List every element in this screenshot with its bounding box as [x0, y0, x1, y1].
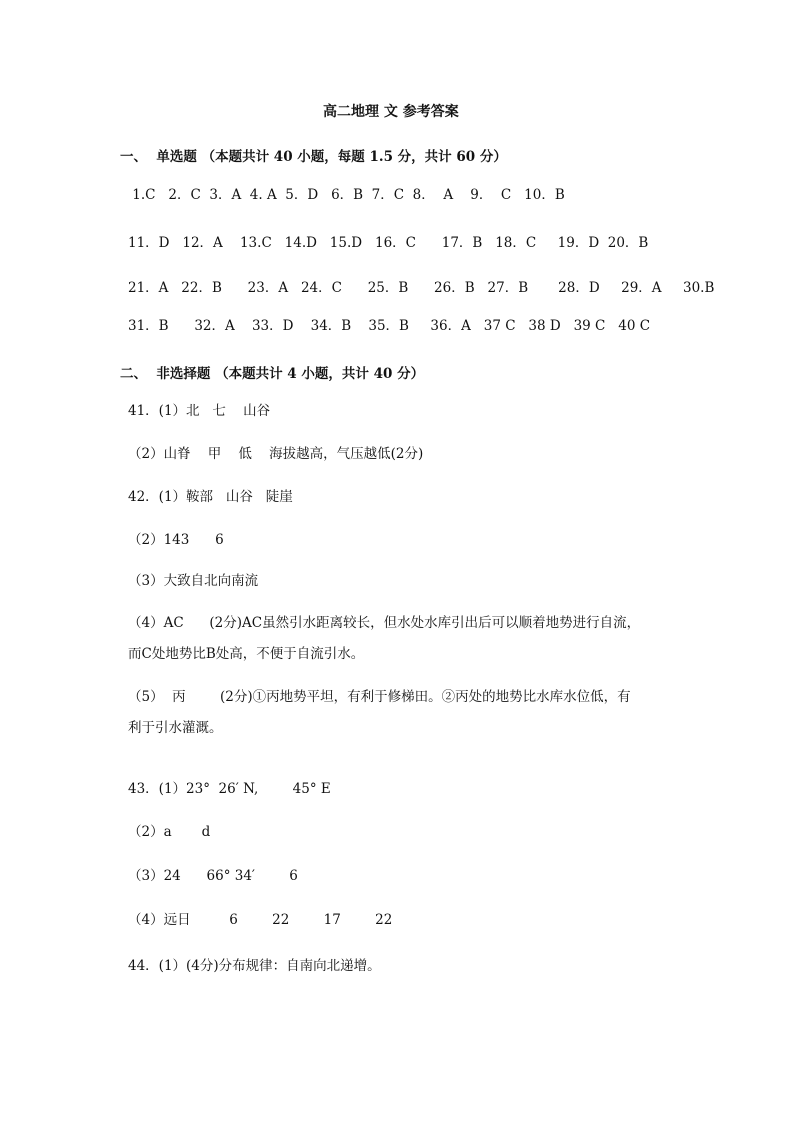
- page-title: 高二地理 文 参考答案: [323, 104, 459, 120]
- answer-row: 11．D 12．A 13.C 14.D 15.D 16．C 17．B 18．C 19．D 20．B: [128, 235, 649, 251]
- answer-line: 44．(1）(4分)分布规律：自南向北递增。: [128, 958, 381, 974]
- answer-line: （4）AC (2分)AC虽然引水距离较长，但水处水库引出后可以顺着地势进行自流，: [128, 615, 641, 631]
- answer-line: （4）远日 6 22 17 22: [128, 912, 393, 928]
- answer-line: 43．(1）23° 26′ N, 45° E: [128, 781, 331, 797]
- answer-row: 21．A 22．B 23．A 24．C 25．B 26．B 27．B 28．D 29．A 30.B: [128, 280, 715, 296]
- answer-line: （2）143 6: [128, 532, 224, 548]
- section-heading-single-choice: 一、 单选题 （本题共计 40 小题，每题 1.5 分，共计 60 分）: [120, 149, 507, 165]
- answer-line: 而C处地势比B处高，不便于自流引水。: [128, 646, 365, 662]
- answer-row: 31．B 32．A 33．D 34．B 35．B 36．A 37 C 38 D 39 C 40 C: [128, 318, 651, 334]
- answer-line: 41．(1）北 七 山谷: [128, 403, 271, 419]
- answer-line: （2）山脊 甲 低 海拔越高，气压越低(2分): [128, 446, 424, 462]
- answer-line: （2）a d: [128, 824, 211, 840]
- answer-line: （3）24 66° 34′ 6: [128, 868, 298, 884]
- answer-line: （3）大致自北向南流: [128, 573, 259, 589]
- answer-line: （5） 丙 (2分)①丙地势平坦，有利于修梯田。②丙处的地势比水库水位低，有: [128, 689, 631, 705]
- answer-row: 1.C 2．C 3．A 4. A 5．D 6．B 7．C 8． A 9． C 10．B: [128, 187, 565, 203]
- answer-line: 42．(1）鞍部 山谷 陡崖: [128, 489, 293, 505]
- answer-line: 利于引水灌溉。: [128, 720, 223, 736]
- section-heading-non-choice: 二、 非选择题 （本题共计 4 小题，共计 40 分）: [120, 366, 425, 382]
